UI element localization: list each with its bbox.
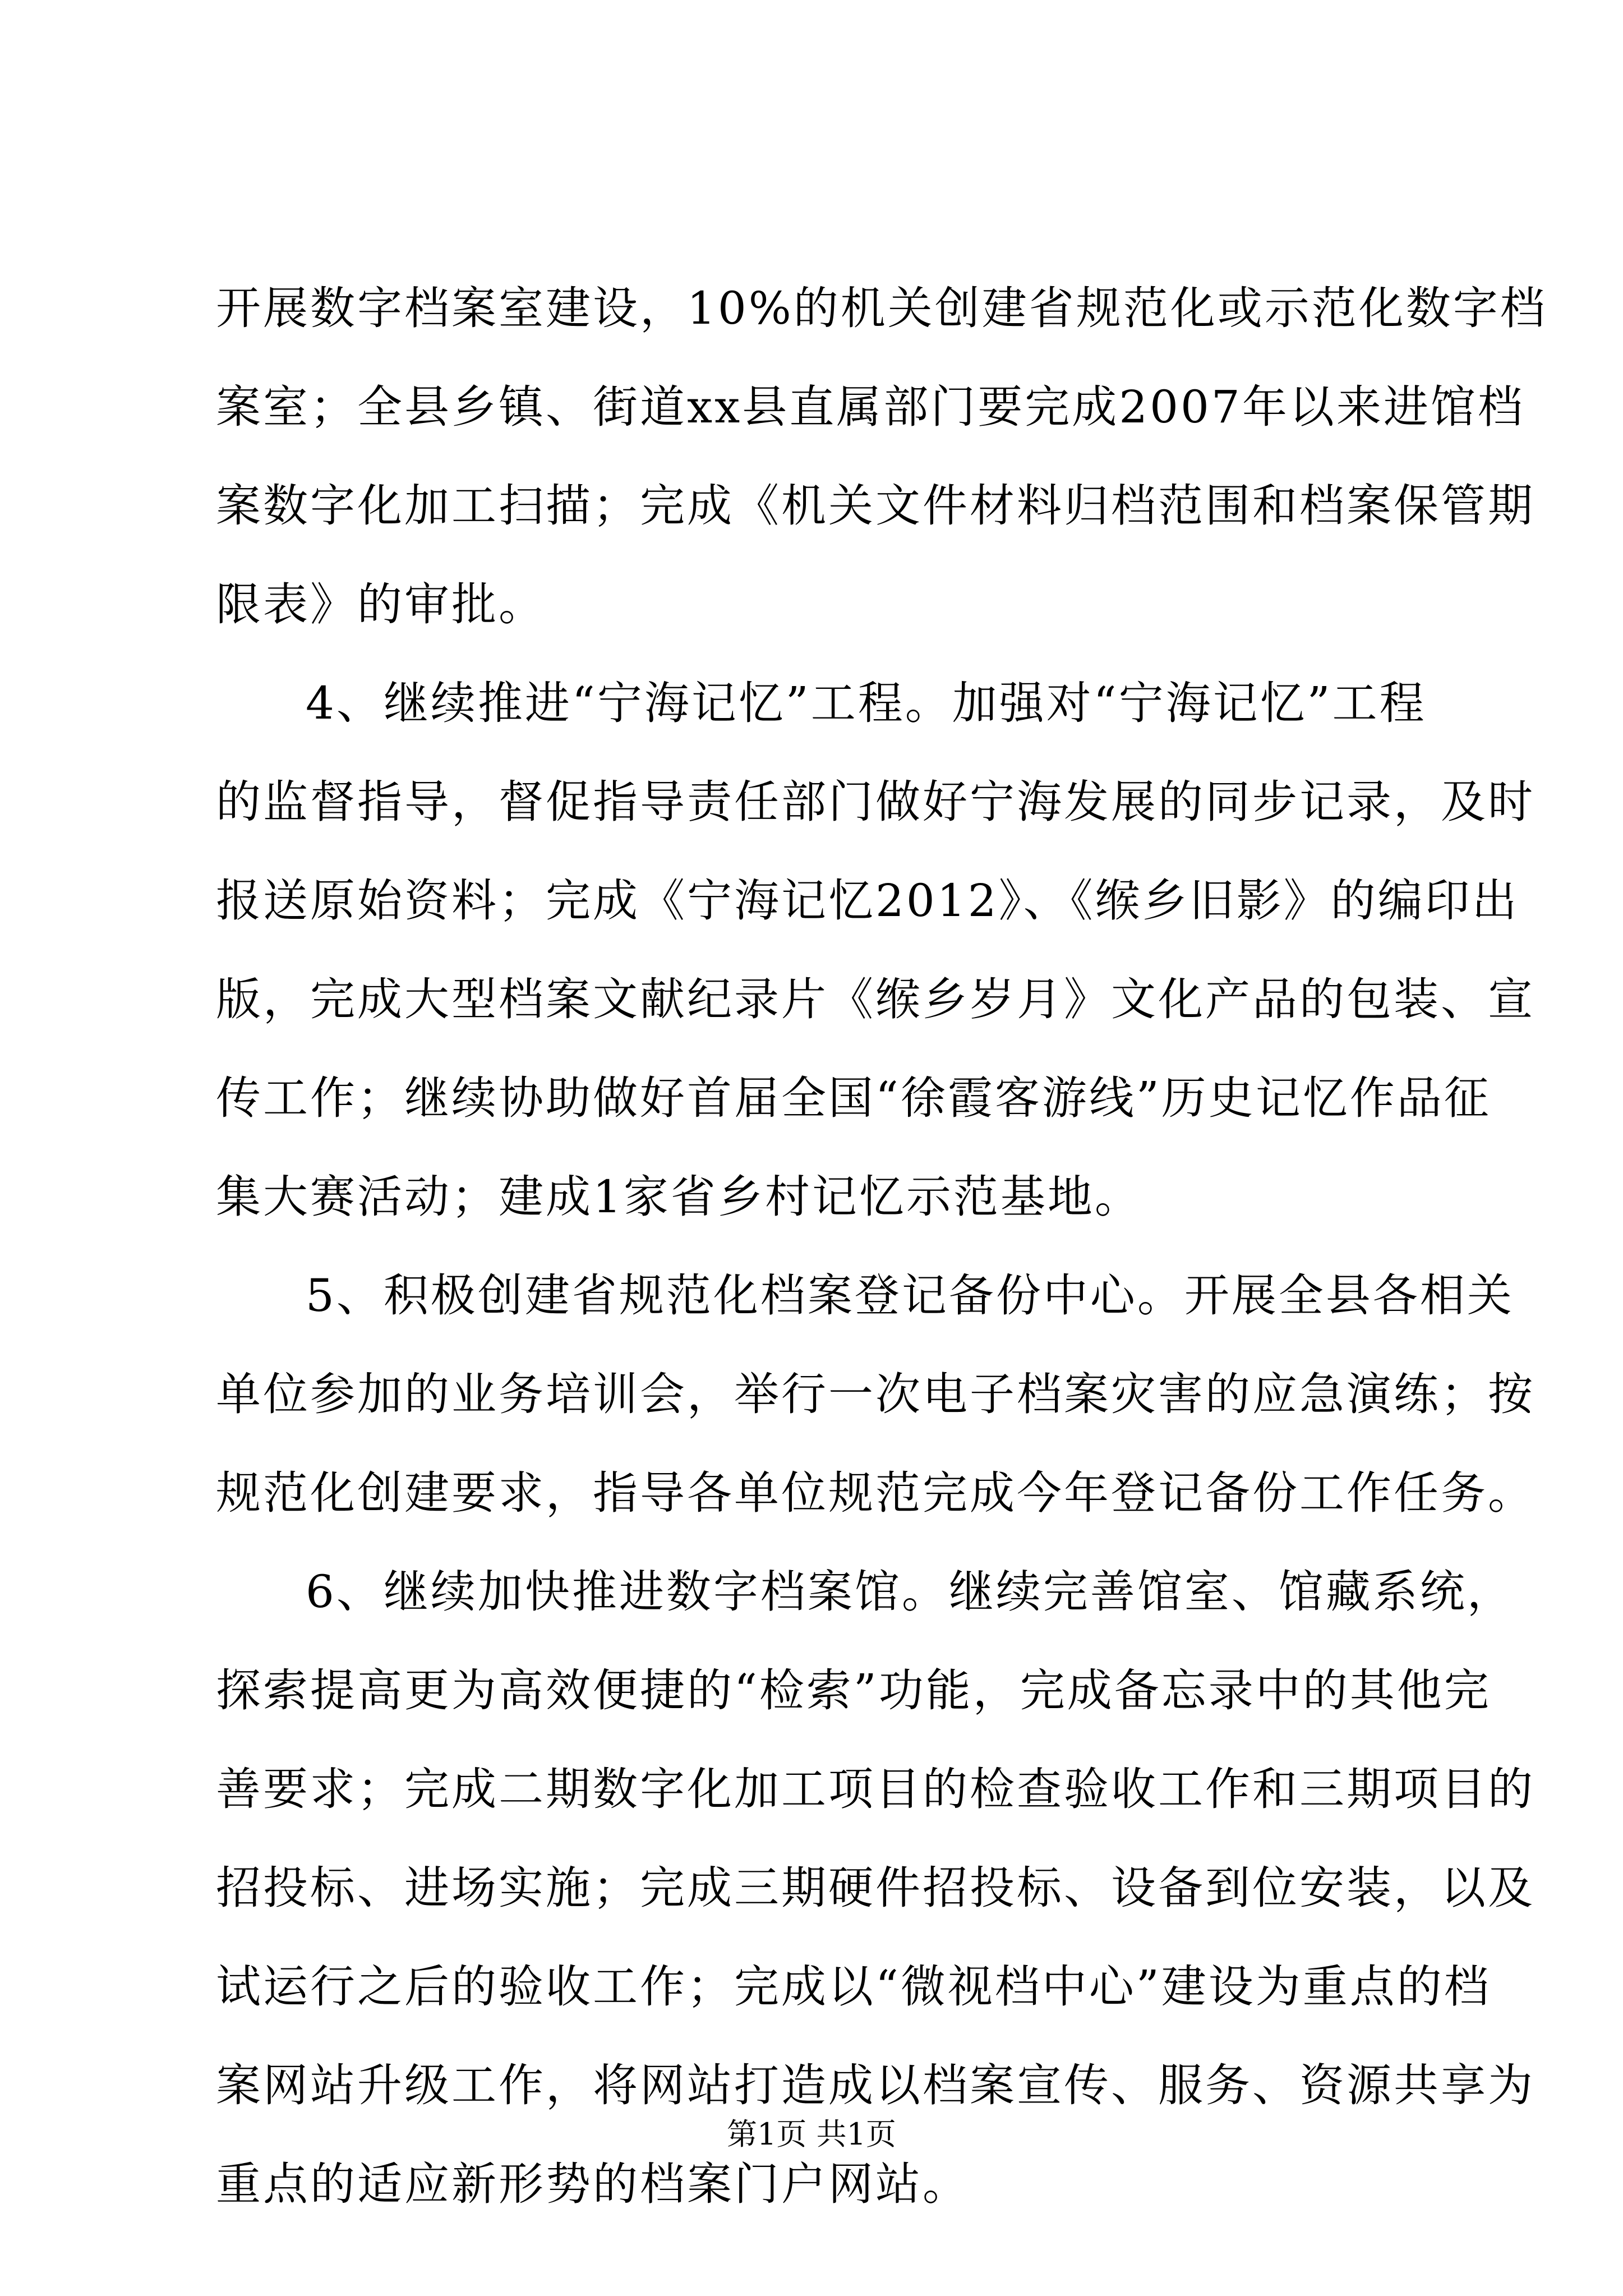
- text-line: 6、继续加快推进数字档案馆。继续完善馆室、馆藏系统，: [306, 1566, 1514, 1618]
- text-line: 报送原始资料；完成《宁海记忆2012》、《缑乡旧影》的编印出: [216, 875, 1519, 927]
- text-line: 重点的适应新形势的档案门户网站。: [216, 2158, 970, 2210]
- text-line: 传工作；继续协助做好首届全国“徐霞客游线”历史记忆作品征: [216, 1072, 1491, 1124]
- text-line: 规范化创建要求，指导各单位规范完成今年登记备份工作任务。: [216, 1467, 1535, 1519]
- text-line: 5、积极创建省规范化档案登记备份中心。开展全县各相关: [306, 1269, 1514, 1322]
- paragraph-item-4: [216, 654, 1535, 1246]
- text-line: 案数字化加工扫描；完成《机关文件材料归档范围和档案保管期: [216, 480, 1535, 532]
- text-line: 招投标、进场实施；完成三期硬件招投标、设备到位安装，以及: [216, 1862, 1535, 1914]
- text-line: 案室；全县乡镇、街道xx县直属部门要完成2007年以来进馆档: [216, 381, 1525, 433]
- text-line: 案网站升级工作，将网站打造成以档案宣传、服务、资源共享为: [216, 2059, 1535, 2111]
- text-line: 版，完成大型档案文献纪录片《缑乡岁月》文化产品的包装、宣: [216, 973, 1535, 1025]
- text-line: 探索提高更为高效便捷的“检索”功能，完成备忘录中的其他完: [216, 1664, 1491, 1717]
- page-footer: [0, 2115, 1623, 2154]
- paragraph-item-5: [216, 1246, 1535, 1543]
- text-line: 集大赛活动；建成1家省乡村记忆示范基地。: [216, 1171, 1142, 1223]
- text-line: 4、继续推进“宁海记忆”工程。加强对“宁海记忆”工程: [306, 677, 1427, 729]
- text-line: 开展数字档案室建设，10%的机关创建省规范化或示范化数字档: [216, 282, 1547, 334]
- page-number-label: 第1页 共1页: [727, 2116, 896, 2152]
- paragraph-1: [216, 259, 1547, 654]
- text-line: 的监督指导，督促指导责任部门做好宁海发展的同步记录，及时: [216, 776, 1535, 828]
- text-line: 单位参加的业务培训会，举行一次电子档案灾害的应急演练；按: [216, 1368, 1535, 1420]
- text-line: 善要求；完成二期数字化加工项目的检查验收工作和三期项目的: [216, 1763, 1535, 1815]
- document-body: [216, 259, 1547, 2234]
- text-line: 限表》的审批。: [216, 578, 546, 631]
- text-line: 试运行之后的验收工作；完成以“微视档中心”建设为重点的档: [216, 1961, 1491, 2013]
